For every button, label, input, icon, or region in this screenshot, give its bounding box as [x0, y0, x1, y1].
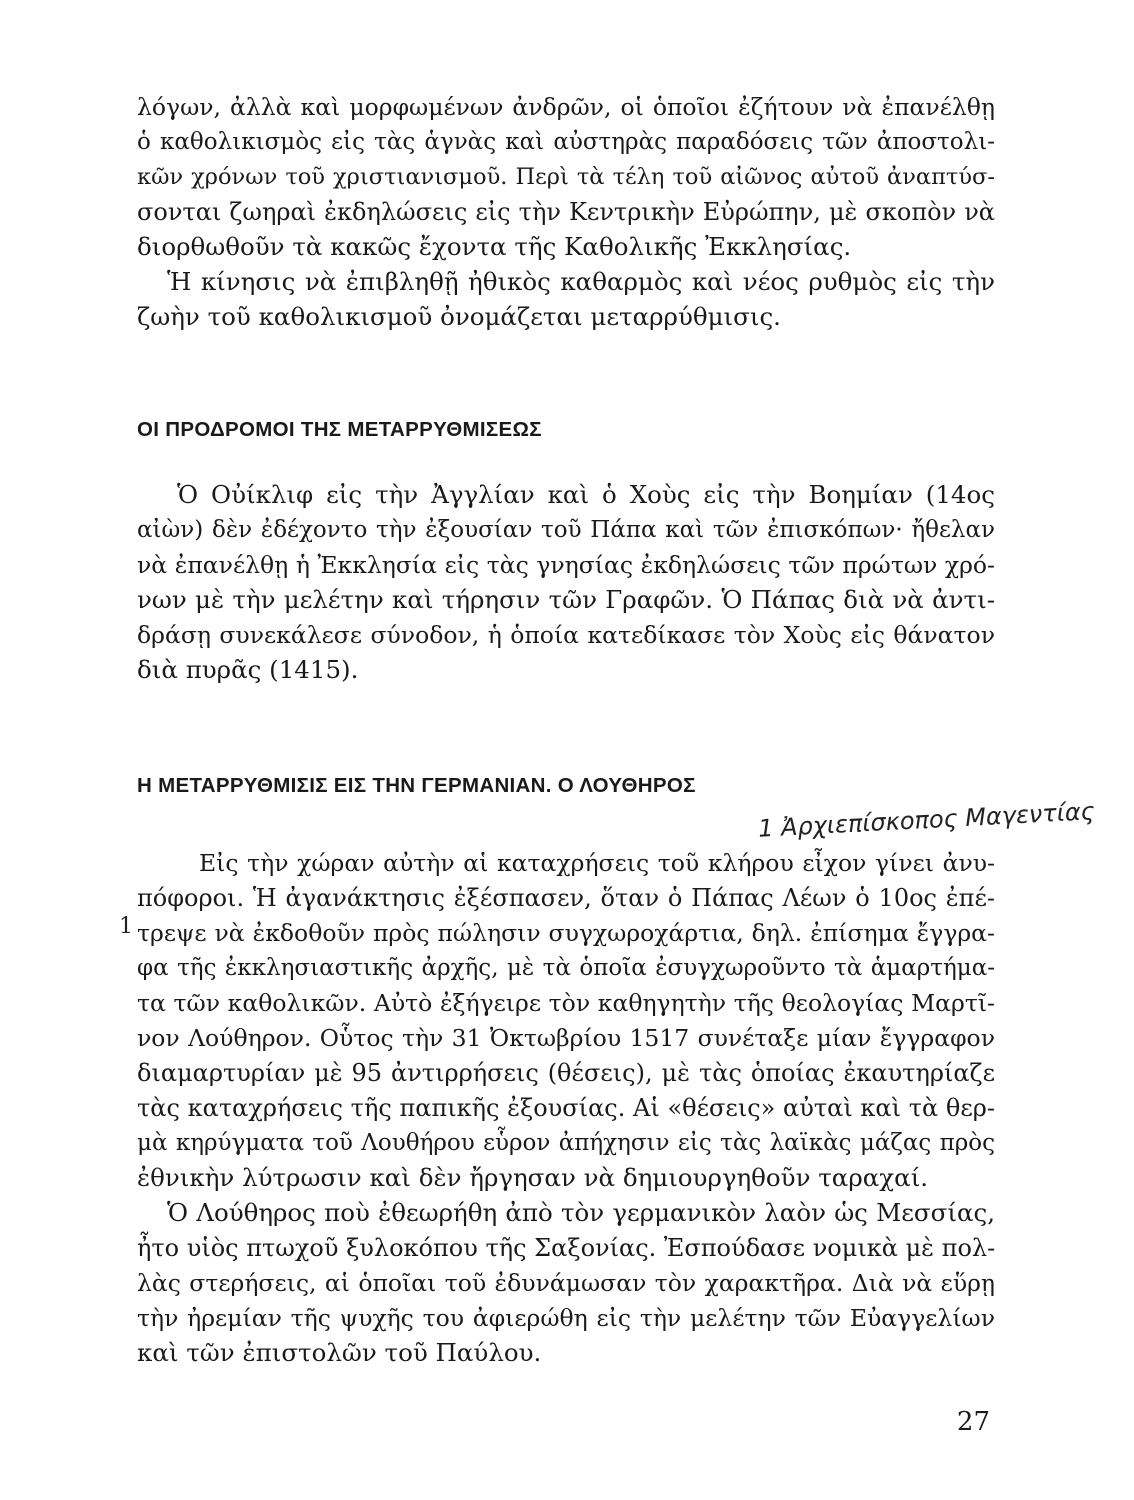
text-line: Εἰς τὴν χώραν αὐτὴν αἱ καταχρήσεις τοῦ κλήρου εἶχον γίνει ἀνυ-: [199, 849, 995, 877]
text-line: ἦτο υἱὸς πτωχοῦ ξυλοκόπου τῆς Σαξονίας. Ἐσπούδασε νομικὰ μὲ πολ-: [137, 1234, 996, 1262]
text-line: πόφοροι. Ἡ ἀγανάκτησις ἐξέσπασεν, ὅταν ὁ Πάπας Λέων ὁ 10ος ἐπέ-: [137, 884, 995, 912]
section-heading-forerunners: ΟΙ ΠΡΟΔΡΟΜΟΙ ΤΗΣ ΜΕΤΑΡΡΥΘΜΙΣΕΩΣ: [137, 418, 542, 441]
text-line: τὰς καταχρήσεις τῆς παπικῆς ἐξουσίας. Αἱ «θέσεις» αὐταὶ καὶ τὰ θερ-: [137, 1094, 995, 1122]
text-line: Ἡ κίνησις νὰ ἐπιβληθῇ ἠθικὸς καθαρμὸς καὶ νέος ρυθμὸς εἰς τὴν: [167, 267, 995, 296]
text-line: δράσῃ συνεκάλεσε σύνοδον, ἡ ὁποία κατεδίκασε τὸν Χοὺς εἰς θάνατον: [137, 621, 995, 649]
text-line: διαμαρτυρίαν μὲ 95 ἀντιρρήσεις (θέσεις), μὲ τὰς ὁποίας ἐκαυτηρίαζε: [137, 1059, 995, 1087]
text-line: νὰ ἐπανέλθῃ ἡ Ἐκκλησία εἰς τὰς γνησίας ἐκδηλώσεις τῶν πρώτων χρό-: [137, 551, 995, 579]
margin-mark: 1: [119, 914, 133, 939]
text-line: λὰς στερήσεις, αἱ ὁποῖαι τοῦ ἐδυνάμωσαν τὸν χαρακτῆρα. Διὰ νὰ εὕρῃ: [137, 1269, 995, 1297]
text-line: Ὁ Λούθηρος ποὺ ἐθεωρήθη ἀπὸ τὸν γερμανικὸν λαὸν ὡς Μεσσίας,: [167, 1198, 995, 1227]
text-line: σονται ζωηραὶ ἐκδηλώσεις εἰς τὴν Κεντρικὴν Εὐρώπην, μὲ σκοπὸν νὰ: [137, 198, 995, 226]
text-line: μὰ κηρύγματα τοῦ Λουθήρου εὗρον ἀπήχησιν εἰς τὰς λαϊκὰς μάζας πρὸς: [137, 1130, 995, 1156]
text-line: λόγων, ἀλλὰ καὶ μορφωμένων ἀνδρῶν, οἱ ὁποῖοι ἐζήτουν νὰ ἐπανέλθῃ: [137, 93, 995, 121]
text-line: τὴν ἠρεμίαν τῆς ψυχῆς του ἀφιερώθη εἰς τὴν μελέτην τῶν Εὐαγγελίων: [137, 1304, 995, 1332]
text-line: ζωὴν τοῦ καθολικισμοῦ ὀνομάζεται μεταρρύθμισις.: [137, 302, 781, 331]
handwritten-annotation: 1 Ἀρχιεπίσκοπος Μαγεντίας: [757, 797, 1096, 843]
text-line: νων μὲ τὴν μελέτην καὶ τήρησιν τῶν Γραφῶν. Ὁ Πάπας διὰ νὰ ἀντι-: [137, 585, 995, 614]
text-line: ἐθνικὴν λύτρωσιν καὶ δὲν ἤργησαν νὰ δημιουργηθοῦν ταραχαί.: [137, 1163, 929, 1192]
text-line: φα τῆς ἐκκλησιαστικῆς ἀρχῆς, μὲ τὰ ὁποῖα ἐσυγχωροῦντο τὰ ἁμαρτήμα-: [137, 955, 995, 981]
text-line: αἰὼν) δὲν ἐδέχοντο τὴν ἐξουσίαν τοῦ Πάπα καὶ τῶν ἐπισκόπων· ἤθελαν: [137, 517, 995, 543]
text-line: διορθωθοῦν τὰ κακῶς ἔχοντα τῆς Καθολικῆς Ἐκκλησίας.: [137, 232, 852, 261]
text-line: καὶ τῶν ἐπιστολῶν τοῦ Παύλου.: [137, 1338, 542, 1367]
page-number: 27: [956, 1407, 990, 1437]
text-line: τα τῶν καθολικῶν. Αὐτὸ ἐξήγειρε τὸν καθηγητὴν τῆς θεολογίας Μαρτῖ-: [137, 989, 995, 1017]
text-line: ὁ καθολικισμὸς εἰς τὰς ἁγνὰς καὶ αὐστηρὰς παραδόσεις τῶν ἀποστολι-: [137, 129, 995, 155]
text-line: διὰ πυρᾶς (1415).: [137, 655, 359, 684]
section-heading-reformation-germany: Η ΜΕΤΑΡΡΥΘΜΙΣΙΣ ΕΙΣ ΤΗΝ ΓΕΡΜΑΝΙΑΝ. Ο ΛΟΥΘΗΡΟΣ: [137, 774, 696, 797]
text-line: κῶν χρόνων τοῦ χριστιανισμοῦ. Περὶ τὰ τέλη τοῦ αἰῶνος αὐτοῦ ἀναπτύσ-: [137, 164, 995, 190]
text-line: τρεψε νὰ ἐκδοθοῦν πρὸς πώλησιν συγχωροχάρτια, δηλ. ἐπίσημα ἔγγρα-: [137, 919, 995, 947]
text-line: Ὁ Οὐίκλιφ εἰς τὴν Ἀγγλίαν καὶ ὁ Χοὺς εἰς τὴν Βοημίαν (14ος: [177, 480, 995, 509]
text-line: νον Λούθηρον. Οὗτος τὴν 31 Ὀκτωβρίου 1517 συνέταξε μίαν ἔγγραφον: [137, 1024, 995, 1052]
